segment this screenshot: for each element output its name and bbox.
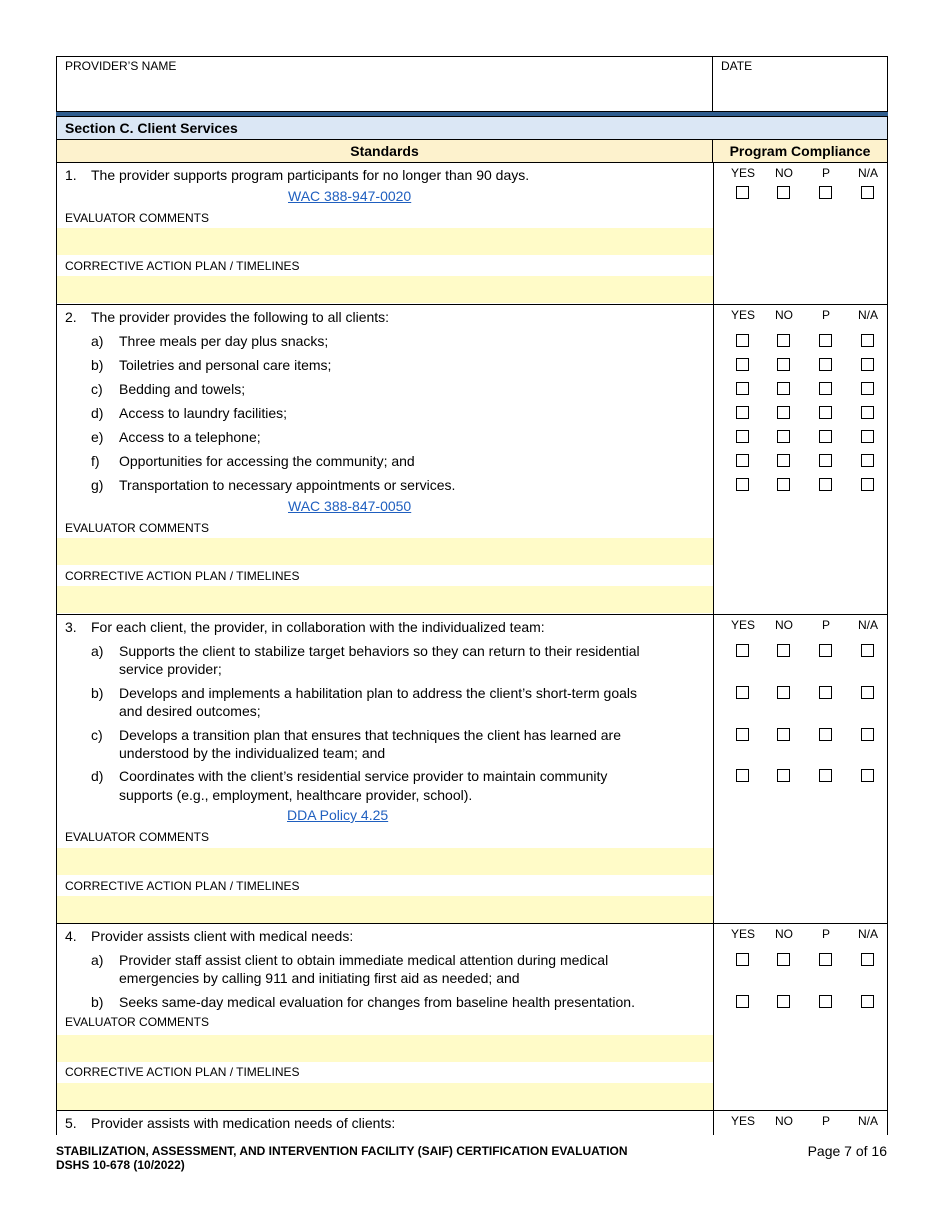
corrective-action-label: CORRECTIVE ACTION PLAN / TIMELINES xyxy=(65,569,300,583)
no-checkbox[interactable] xyxy=(777,728,790,741)
p-label: P xyxy=(821,308,830,322)
standard-item-2 xyxy=(57,305,887,615)
yes-label: YES xyxy=(730,166,755,180)
standard-item-4 xyxy=(57,924,887,1111)
subitem-letter: b) xyxy=(91,357,104,373)
na-checkbox[interactable] xyxy=(861,430,874,443)
yes-checkbox[interactable] xyxy=(736,728,749,741)
na-label: N/A xyxy=(857,927,878,941)
no-checkbox[interactable] xyxy=(777,454,790,467)
evaluator-comments-input[interactable] xyxy=(57,538,713,565)
subitem-letter: a) xyxy=(91,333,104,349)
na-checkbox[interactable] xyxy=(861,358,874,371)
p-checkbox[interactable] xyxy=(819,728,832,741)
corrective-action-input[interactable] xyxy=(57,586,713,613)
na-checkbox[interactable] xyxy=(861,728,874,741)
item-number: 4. xyxy=(65,928,77,944)
na-label: N/A xyxy=(857,1114,878,1128)
yes-checkbox[interactable] xyxy=(736,382,749,395)
no-checkbox[interactable] xyxy=(777,686,790,699)
date-label: DATE xyxy=(721,59,753,73)
standard-item-5 xyxy=(57,1111,887,1135)
compliance-header: Program Compliance xyxy=(729,143,871,159)
yes-checkbox[interactable] xyxy=(736,186,749,199)
p-checkbox[interactable] xyxy=(819,358,832,371)
na-checkbox[interactable] xyxy=(861,686,874,699)
yes-checkbox[interactable] xyxy=(736,334,749,347)
corrective-action-label: CORRECTIVE ACTION PLAN / TIMELINES xyxy=(65,259,300,273)
provider-name-label: PROVIDER’S NAME xyxy=(65,59,177,73)
p-checkbox[interactable] xyxy=(819,953,832,966)
no-checkbox[interactable] xyxy=(777,478,790,491)
yes-checkbox[interactable] xyxy=(736,769,749,782)
na-label: N/A xyxy=(857,308,878,322)
no-label: NO xyxy=(775,927,793,941)
na-label: N/A xyxy=(857,166,878,180)
subitem-text: Transportation to necessary appointments or services. xyxy=(119,477,456,493)
evaluator-comments-input[interactable] xyxy=(57,1035,713,1062)
p-checkbox[interactable] xyxy=(819,406,832,419)
yes-label: YES xyxy=(730,308,755,322)
p-label: P xyxy=(821,166,830,180)
subitem-text-line2: and desired outcomes; xyxy=(119,703,261,719)
item-text: The provider provides the following to all clients: xyxy=(91,309,390,325)
evaluator-comments-label: EVALUATOR COMMENTS xyxy=(65,1015,210,1029)
p-checkbox[interactable] xyxy=(819,769,832,782)
subitem-letter: e) xyxy=(91,429,104,445)
corrective-action-input[interactable] xyxy=(57,896,713,923)
corrective-action-input[interactable] xyxy=(57,1083,713,1110)
subitem-letter: c) xyxy=(91,727,103,743)
p-checkbox[interactable] xyxy=(819,430,832,443)
section-title: Section C. Client Services xyxy=(57,117,887,140)
subitem-letter: b) xyxy=(91,994,104,1010)
yes-label: YES xyxy=(730,927,755,941)
standards-header: Standards xyxy=(57,140,713,162)
evaluator-comments-input[interactable] xyxy=(57,228,713,255)
form-footer xyxy=(56,1144,628,1172)
item-number: 5. xyxy=(65,1115,77,1131)
reference-link[interactable]: WAC 388-847-0050 xyxy=(288,498,412,514)
yes-checkbox[interactable] xyxy=(736,358,749,371)
p-checkbox[interactable] xyxy=(819,454,832,467)
date-field[interactable] xyxy=(713,57,887,111)
p-checkbox[interactable] xyxy=(819,186,832,199)
na-checkbox[interactable] xyxy=(861,406,874,419)
subitem-text-line2: service provider; xyxy=(119,661,222,677)
subitem-letter: d) xyxy=(91,768,104,784)
subitem-letter: a) xyxy=(91,643,104,659)
corrective-action-label: CORRECTIVE ACTION PLAN / TIMELINES xyxy=(65,1065,300,1079)
item-number: 1. xyxy=(65,167,77,183)
form-title: STABILIZATION, ASSESSMENT, AND INTERVENTION FACILITY (SAIF) CERTIFICATION EVALUATION xyxy=(56,1144,628,1158)
yes-checkbox[interactable] xyxy=(736,686,749,699)
evaluator-comments-label: EVALUATOR COMMENTS xyxy=(65,521,210,535)
subitem-text-line1: Provider staff assist client to obtain immediate medical attention during medical xyxy=(119,952,609,968)
no-checkbox[interactable] xyxy=(777,406,790,419)
form-number: DSHS 10-678 (10/2022) xyxy=(56,1158,185,1172)
no-checkbox[interactable] xyxy=(777,358,790,371)
provider-name-field[interactable] xyxy=(57,57,713,111)
item-text: The provider supports program participants for no longer than 90 days. xyxy=(91,167,530,183)
p-checkbox[interactable] xyxy=(819,686,832,699)
standard-item-3 xyxy=(57,615,887,924)
p-label: P xyxy=(821,618,830,632)
p-checkbox[interactable] xyxy=(819,478,832,491)
p-label: P xyxy=(821,1114,830,1128)
subitem-text-line1: Seeks same-day medical evaluation for changes from baseline health presentation. xyxy=(119,994,635,1010)
subitem-text-line2: emergencies by calling 911 and initiating first aid as needed; and xyxy=(119,970,520,986)
no-checkbox[interactable] xyxy=(777,995,790,1008)
evaluator-comments-label: EVALUATOR COMMENTS xyxy=(65,830,210,844)
no-checkbox[interactable] xyxy=(777,334,790,347)
yes-label: YES xyxy=(730,618,755,632)
subitem-letter: f) xyxy=(91,453,100,469)
subitem-letter: b) xyxy=(91,685,104,701)
subitem-text: Access to laundry facilities; xyxy=(119,405,288,421)
na-checkbox[interactable] xyxy=(861,769,874,782)
item-text: Provider assists client with medical needs: xyxy=(91,928,354,944)
yes-checkbox[interactable] xyxy=(736,644,749,657)
item-number: 2. xyxy=(65,309,77,325)
client-services-table xyxy=(56,116,888,1135)
subitem-text: Access to a telephone; xyxy=(119,429,261,445)
subitem-text: Opportunities for accessing the community; and xyxy=(119,453,415,469)
no-checkbox[interactable] xyxy=(777,644,790,657)
subitem-text: Bedding and towels; xyxy=(119,381,246,397)
subitem-text: Three meals per day plus snacks; xyxy=(119,333,329,349)
item-text: Provider assists with medication needs of clients: xyxy=(91,1115,396,1131)
corrective-action-label: CORRECTIVE ACTION PLAN / TIMELINES xyxy=(65,879,300,893)
reference-link[interactable]: WAC 388-947-0020 xyxy=(288,188,412,204)
na-checkbox[interactable] xyxy=(861,186,874,199)
na-checkbox[interactable] xyxy=(861,334,874,347)
yes-checkbox[interactable] xyxy=(736,406,749,419)
yes-checkbox[interactable] xyxy=(736,430,749,443)
na-checkbox[interactable] xyxy=(861,995,874,1008)
subitem-text-line1: Coordinates with the client’s residential service provider to maintain community xyxy=(119,768,608,784)
no-label: NO xyxy=(775,1114,793,1128)
na-checkbox[interactable] xyxy=(861,644,874,657)
subitem-text-line1: Develops a transition plan that ensures that techniques the client has learned are xyxy=(119,727,621,743)
yes-checkbox[interactable] xyxy=(736,454,749,467)
standard-item-1 xyxy=(57,163,887,305)
subitem-text: Toiletries and personal care items; xyxy=(119,357,332,373)
subitem-letter: d) xyxy=(91,405,104,421)
na-checkbox[interactable] xyxy=(861,454,874,467)
column-headers xyxy=(57,140,887,163)
na-checkbox[interactable] xyxy=(861,478,874,491)
no-label: NO xyxy=(775,618,793,632)
p-checkbox[interactable] xyxy=(819,382,832,395)
evaluator-comments-label: EVALUATOR COMMENTS xyxy=(65,211,210,225)
item-text: For each client, the provider, in collaboration with the individualized team: xyxy=(91,619,545,635)
subitem-text-line1: Supports the client to stabilize target behaviors so they can return to their residential xyxy=(119,643,640,659)
yes-label: YES xyxy=(730,1114,755,1128)
corrective-action-input[interactable] xyxy=(57,276,713,303)
reference-link[interactable]: DDA Policy 4.25 xyxy=(287,807,389,823)
yes-checkbox[interactable] xyxy=(736,995,749,1008)
p-checkbox[interactable] xyxy=(819,644,832,657)
p-checkbox[interactable] xyxy=(819,334,832,347)
p-label: P xyxy=(821,927,830,941)
no-checkbox[interactable] xyxy=(777,953,790,966)
subitem-letter: c) xyxy=(91,381,103,397)
no-checkbox[interactable] xyxy=(777,430,790,443)
page-number: Page 7 of 16 xyxy=(807,1143,887,1159)
na-label: N/A xyxy=(857,618,878,632)
subitem-text-line2: understood by the individualized team; and xyxy=(119,745,386,761)
subitem-text-line1: Develops and implements a habilitation plan to address the client’s short-term goals xyxy=(119,685,638,701)
no-checkbox[interactable] xyxy=(777,186,790,199)
no-checkbox[interactable] xyxy=(777,382,790,395)
provider-header xyxy=(56,56,888,112)
subitem-text-line2: supports (e.g., employment, healthcare provider, school). xyxy=(119,787,473,803)
no-checkbox[interactable] xyxy=(777,769,790,782)
subitem-letter: a) xyxy=(91,952,104,968)
yes-checkbox[interactable] xyxy=(736,478,749,491)
evaluator-comments-input[interactable] xyxy=(57,848,713,875)
subitem-letter: g) xyxy=(91,477,104,493)
na-checkbox[interactable] xyxy=(861,953,874,966)
item-number: 3. xyxy=(65,619,77,635)
no-label: NO xyxy=(775,166,793,180)
yes-checkbox[interactable] xyxy=(736,953,749,966)
no-label: NO xyxy=(775,308,793,322)
na-checkbox[interactable] xyxy=(861,382,874,395)
p-checkbox[interactable] xyxy=(819,995,832,1008)
